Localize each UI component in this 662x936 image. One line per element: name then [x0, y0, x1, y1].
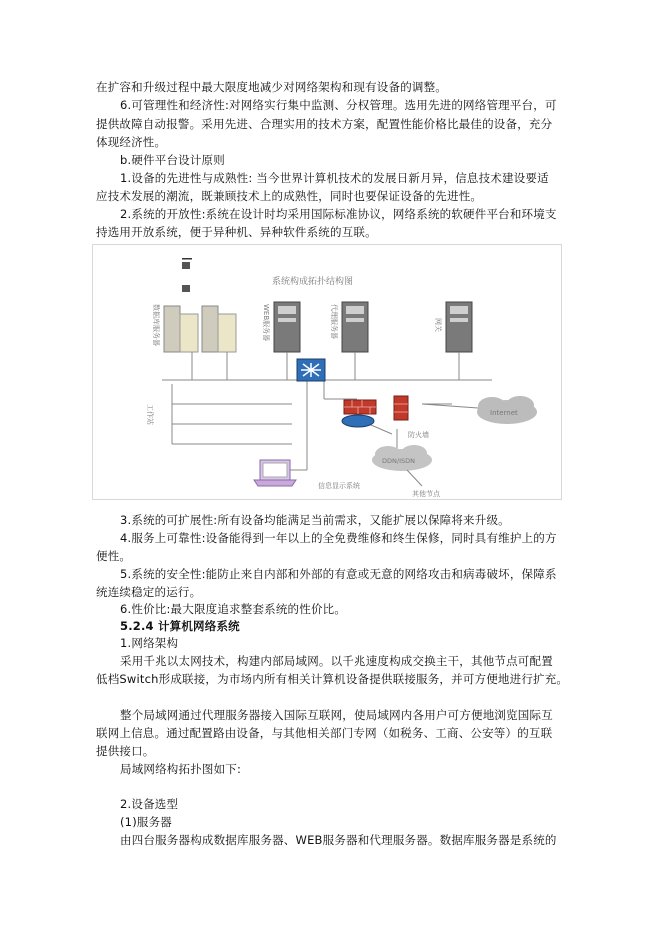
paragraph-line: 整个局域网通过代理服务器接入国际互联网，使局域网内各用户可方便地浏览国际互 — [120, 708, 553, 722]
gateway-server-icon — [446, 302, 472, 352]
diagram-title: 系统构成拓扑结构图 — [272, 277, 354, 287]
paragraph-line: 局域网络构拓扑图如下: — [120, 762, 242, 776]
subsection-heading: (1)服务器 — [120, 815, 172, 829]
paragraph-line: 联网上信息。通过配置路由设备，与其他相关部门专网（如税务、工商、公安等）的互联 — [96, 726, 553, 740]
paragraph-line: 统连续稳定的运行。 — [96, 585, 202, 599]
ddn-label: DDN/ISDN — [382, 457, 415, 465]
internet-label: Internet — [490, 409, 518, 417]
switch-icon — [297, 359, 325, 381]
subsection-heading: 1.网络架构 — [120, 636, 179, 650]
web-server-icon — [274, 302, 300, 352]
gateway-label: 网关 — [434, 318, 442, 332]
small-monitor-icon — [182, 285, 190, 292]
router-icon — [342, 415, 374, 427]
paragraph-line: 持选用开放系统，便于异种机、异种软件系统的互联。 — [96, 225, 377, 239]
info-system-label: 信息显示系统 — [318, 482, 360, 490]
small-monitor-icon — [182, 258, 192, 260]
small-monitor-icon — [182, 262, 190, 269]
web-server-label: WEB服务器 — [262, 304, 270, 342]
paragraph-line: 6.性价比:最大限度追求整套系统的性价比。 — [120, 602, 347, 616]
network-topology-diagram — [92, 244, 562, 500]
paragraph-line: 体现经济性。 — [96, 135, 167, 149]
proxy-server-label: 代理服务器 — [330, 304, 338, 339]
section-title: 5.2.4 计算机网络系统 — [120, 619, 240, 633]
proxy-server-icon — [342, 302, 368, 352]
paragraph-line: 在扩容和升级过程中最大限度地减少对网络架构和现有设备的调整。 — [96, 80, 447, 94]
paragraph-line: 由四台服务器构成数据库服务器、WEB服务器和代理服务器。数据库服务器是系统的 — [120, 833, 557, 847]
paragraph-line: 应技术发展的潮流，既兼顾技术上的成熟性，同时也要保证设备的先进性。 — [96, 189, 483, 203]
paragraph-line: 5.系统的安全性:能防止来自内部和外部的有意或无意的网络攻击和病毒破坏，保障系 — [120, 567, 557, 581]
paragraph-line: 低档Switch形成联接，为市场内所有相关计算机设备提供联接服务，并可方便地进行扩充。 — [96, 672, 569, 686]
laptop-icon — [254, 460, 296, 486]
paragraph-line: 4.服务上可靠性:设备能得到一年以上的全免费维修和终生保修，同时具有维护上的方 — [120, 531, 557, 545]
subsection-heading: 2.设备选型 — [120, 797, 179, 811]
paragraph-line: 3.系统的可扩展性:所有设备均能满足当前需求，又能扩展以保障将来升级。 — [120, 513, 510, 527]
paragraph-line: 便性。 — [96, 549, 132, 563]
paragraph-line: 提供故障自动报警。采用先进、合理实用的技术方案，配置性能价格比最佳的设备，充分 — [96, 117, 553, 131]
paragraph-line: 2.系统的开放性:系统在设计时均采用国际标准协议，网络系统的软硬件平台和环境支 — [120, 207, 557, 221]
workstation-label: 工作站 — [146, 404, 154, 425]
paragraph-line: 采用千兆以太网技术，构建内部局域网。以千兆速度构成交换主干，其他节点可配置 — [120, 654, 553, 668]
paragraph-line: 提供接口。 — [96, 744, 155, 758]
db-server-label: 数据库服务器 — [152, 304, 160, 346]
firewall-label: 防火墙 — [408, 431, 429, 439]
paragraph-line: 6.可管理性和经济性:对网络实行集中监测、分权管理。选用先进的网络管理平台，可 — [120, 98, 557, 112]
other-node-label: 其他节点 — [412, 490, 440, 498]
paragraph-line: 1.设备的先进性与成熟性: 当今世界计算机技术的发展日新月异，信息技术建设要适 — [120, 171, 549, 185]
section-heading: b.硬件平台设计原则 — [120, 153, 225, 167]
